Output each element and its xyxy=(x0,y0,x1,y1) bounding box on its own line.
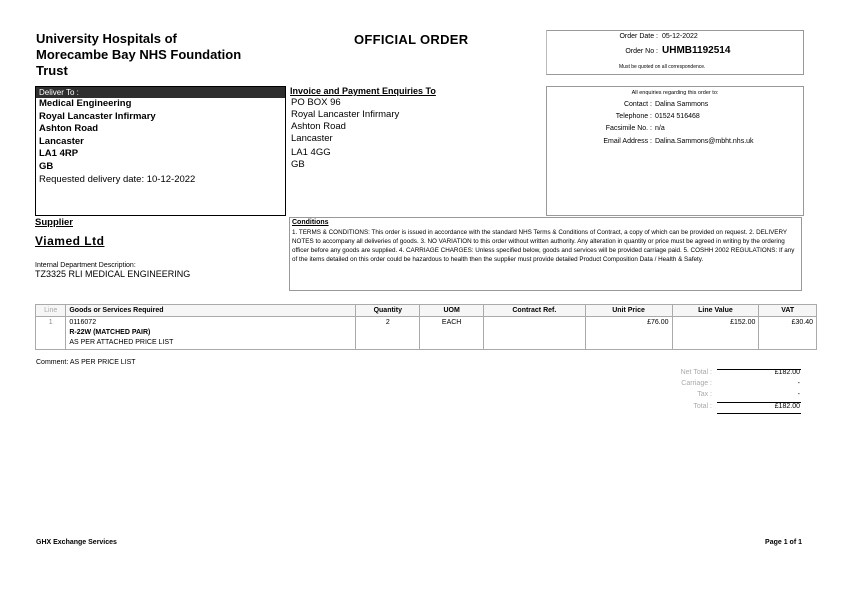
order-number: UHMB1192514 xyxy=(662,45,731,56)
enquiries-title: All enquiries regarding this order to: xyxy=(631,90,719,96)
requested-delivery-date: Requested delivery date: 10-12-2022 xyxy=(39,173,196,185)
telephone-number: 01524 516468 xyxy=(655,113,700,120)
supplier-name: Viamed Ltd xyxy=(35,234,105,248)
fax-label: Facsimile No. : xyxy=(605,125,652,132)
carriage-label: Carriage : xyxy=(681,380,712,387)
col-quantity: Quantity xyxy=(356,305,420,317)
col-vat: VAT xyxy=(759,305,817,317)
internal-dept-value: TZ3325 RLI MEDICAL ENGINEERING xyxy=(35,269,191,279)
table-row xyxy=(36,317,817,350)
deliver-line: Medical Engineering xyxy=(39,98,132,109)
deliver-line: Royal Lancaster Infirmary xyxy=(39,110,156,122)
total-rule-bottom xyxy=(717,413,801,414)
quote-note: Must be quoted on all correspondence. xyxy=(619,64,706,70)
table-header-row xyxy=(36,305,817,317)
carriage-value: - xyxy=(797,380,800,387)
invoice-line: Royal Lancaster Infirmary xyxy=(291,109,400,120)
order-date: 05-12-2022 xyxy=(662,33,698,40)
deliver-to-address xyxy=(36,98,285,186)
tax-value: - xyxy=(797,391,800,398)
deliver-line: Ashton Road xyxy=(39,123,99,135)
email-address: Dalina.Sammons@mbht.nhs.uk xyxy=(655,138,754,145)
organisation-name: University Hospitals of Morecambe Bay NHS Foundation Trust xyxy=(36,31,242,78)
page-number: Page 1 of 1 xyxy=(765,539,802,546)
invoice-line: Ashton Road xyxy=(291,121,346,132)
grand-total-value: £182.00 xyxy=(774,403,800,410)
telephone-label: Telephone : xyxy=(615,113,652,120)
conditions-heading: Conditions xyxy=(292,219,329,226)
col-line: Line xyxy=(36,305,66,317)
order-reference-box xyxy=(546,30,804,75)
fax-number: n/a xyxy=(655,125,665,132)
col-line-value: Line Value xyxy=(672,305,759,317)
enquiries-box xyxy=(546,86,804,216)
deliver-line: Lancaster xyxy=(39,135,84,147)
invoice-line: GB xyxy=(291,159,305,170)
item-description-2: AS PER ATTACHED PRICE LIST xyxy=(69,339,174,346)
order-no-label: Order No : xyxy=(625,48,658,55)
col-uom: UOM xyxy=(420,305,484,317)
net-total-value: £182.00 xyxy=(774,369,800,376)
contact-name: Dalina Sammons xyxy=(655,101,709,108)
deliver-to-box xyxy=(35,86,286,216)
invoice-address xyxy=(291,97,544,171)
cell-contract xyxy=(484,317,586,350)
supplier-heading: Supplier xyxy=(35,217,74,228)
order-lines-table xyxy=(35,304,817,350)
conditions-box xyxy=(289,217,802,291)
col-unit-price: Unit Price xyxy=(585,305,672,317)
cell-line: 1 xyxy=(36,317,66,350)
item-description: R-22W (MATCHED PAIR) xyxy=(69,329,151,336)
order-date-label: Order Date : xyxy=(619,33,658,40)
invoice-line: Lancaster xyxy=(291,133,333,144)
invoice-section xyxy=(288,86,544,171)
footer-provider: GHX Exchange Services xyxy=(36,539,117,546)
grand-total-label: Total : xyxy=(693,403,712,410)
cell-uom: EACH xyxy=(420,317,484,350)
cell-quantity: 2 xyxy=(356,317,420,350)
cell-line-value: £152.00 xyxy=(672,317,759,350)
invoice-line: LA1 4GG xyxy=(291,147,331,158)
col-goods: Goods or Services Required xyxy=(66,305,356,317)
deliver-line: LA1 4RP xyxy=(39,148,79,160)
contact-label: Contact : xyxy=(623,101,652,108)
item-code: 0116072 xyxy=(69,319,97,326)
order-comment: Comment: AS PER PRICE LIST xyxy=(36,359,136,366)
cell-vat: £30.40 xyxy=(759,317,817,350)
email-label: Email Address : xyxy=(603,138,652,145)
document-title: OFFICIAL ORDER xyxy=(354,32,469,47)
invoice-line: PO BOX 96 xyxy=(291,97,341,108)
internal-dept-label: Internal Department Description: xyxy=(35,262,136,269)
cell-goods xyxy=(66,317,356,350)
cell-unit-price: £76.00 xyxy=(585,317,672,350)
col-contract: Contract Ref. xyxy=(484,305,586,317)
tax-label: Tax : xyxy=(697,391,712,398)
deliver-line: GB xyxy=(39,160,54,172)
invoice-heading: Invoice and Payment Enquiries To xyxy=(290,86,436,96)
conditions-text: 1. TERMS & CONDITIONS: This order is issued in accordance with the standard NHS Terms & Conditions of Contract, a copy of which can be provided on request. 2. DELIVERY NOTES to accompany all deliveries of goods. 3. NO VARIATION to this order without written authority. Any alteration in quantity or price must be agreed in writing by the ordering officer before any goods are supplied. 4. CARRIAGE CHARGES: Unless specified below, goods and services will be provided carriage paid. 5. COSHH 2002 REGULATIONS: If any of the items detailed on this order could be hazardous to health then the supplier must provide detailed Product Composition Data / Health & Safety. xyxy=(292,229,795,263)
deliver-to-heading: Deliver To : xyxy=(36,87,285,98)
net-total-rule xyxy=(717,369,801,370)
net-total-label: Net Total : xyxy=(680,369,712,376)
